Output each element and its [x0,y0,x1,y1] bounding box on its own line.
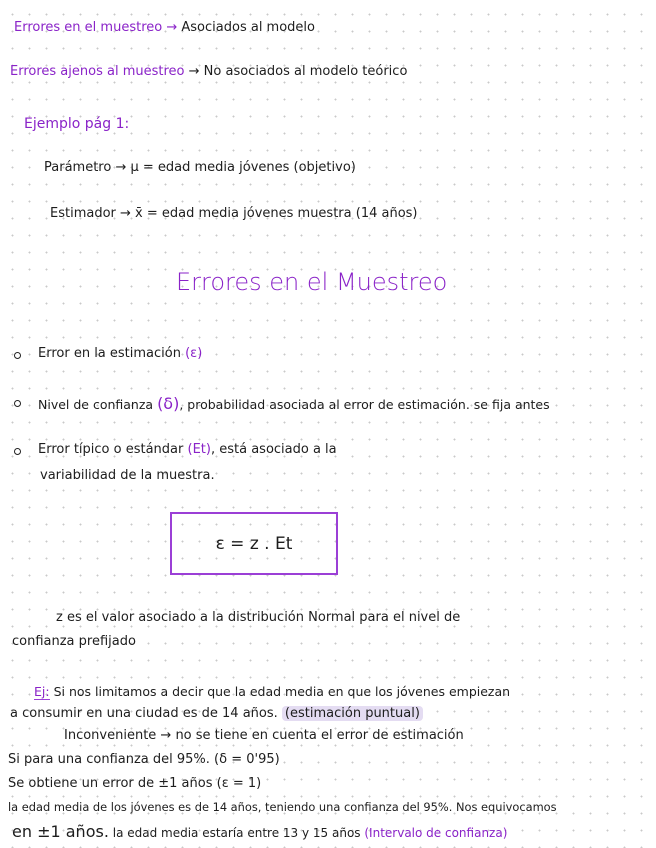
formula-text: ε = z . Et [215,533,293,554]
epsilon-symbol: (ε) [185,346,203,361]
bullet3-text: Error típico o estándar [38,442,184,457]
bullet3-line2: variabilidad de la muestra. [40,468,215,483]
estimator-line [50,206,418,221]
example-text1: Si nos limitamos a decir que la edad media en que los jóvenes empiezan [53,684,511,699]
parameter-line [44,160,356,175]
errores-muestreo-label: Errores en el muestreo [14,20,163,35]
z-explanation-line2: confianza prefijado [12,634,136,649]
conclusion-line2 [12,822,507,841]
ej-label: Ej: [34,684,50,699]
asociados-modelo-text: Asociados al modelo [181,20,315,35]
section-heading: Errores en el Muestreo [176,268,448,296]
arrow: → [188,64,200,79]
error-line: Se obtiene un error de ±1 años (ε = 1) [8,776,262,791]
arrow: → [166,20,178,35]
conclusion-error: en ±1 años. [12,822,109,841]
delta-symbol: (δ) [157,394,180,413]
line-errores-ajenos [10,64,407,79]
confianza-line: Si para una confianza del 95%. (δ = 0'95) [8,752,280,767]
formula-box [170,512,338,575]
estimator-label: Estimador [50,206,116,221]
bullet-dot [14,400,21,407]
inconveniente-line: Inconveniente → no se tiene en cuenta el error de estimación [64,728,464,743]
example-title: Ejemplo pág 1: [24,116,130,132]
bullet-dot [14,448,21,455]
et-symbol: (Et) [187,442,211,457]
parameter-label: Parámetro [44,160,112,175]
bullet3-description: , está asociado a la [210,442,337,457]
bullet-dot [14,352,21,359]
bullet-error-estimacion [38,346,202,361]
z-explanation-line1: z es el valor asociado a la distribución Normal para el nivel de [56,610,461,625]
intervalo-confianza: (Intervalo de confianza) [364,826,508,840]
conclusion-range: la edad media estaría entre 13 y 15 años [112,826,361,840]
conclusion-line1: la edad media de los jóvenes es de 14 años, teniendo una confianza del 95%. Nos equivocamos [8,800,557,814]
estimator-text: → x̄ = edad media jóvenes muestra (14 años) [120,206,418,221]
estimacion-puntual-highlight: (estimación puntual) [282,706,423,721]
no-asociados-text: No asociados al modelo teórico [203,64,408,79]
bullet-error-tipico [38,442,337,457]
bullet2-description: , probabilidad asociada al error de estimación. se fija antes [179,397,550,412]
bullet2-text: Nivel de confianza [38,397,154,412]
bullet-nivel-confianza [38,394,550,413]
parameter-text: → μ = edad media jóvenes (objetivo) [115,160,356,175]
example-line2 [10,706,423,721]
example-line1 [34,684,510,699]
line-errores-muestreo [14,20,315,35]
bullet1-text: Error en la estimación [38,346,181,361]
errores-ajenos-label: Errores ajenos al muestreo [10,64,185,79]
example-text2: a consumir en una ciudad es de 14 años. [10,706,278,721]
